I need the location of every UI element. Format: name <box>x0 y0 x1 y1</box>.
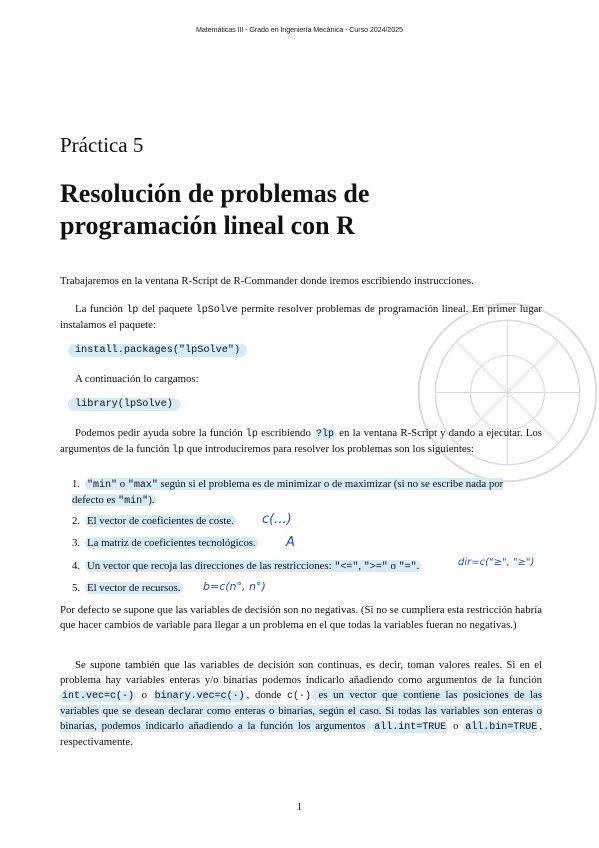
code-inline: "<=" <box>334 562 359 573</box>
text-run: o <box>117 478 128 490</box>
paragraph-help <box>60 426 542 458</box>
chapter-label: Práctica 5 <box>60 133 144 157</box>
text-run: es un vector que contiene las posiciones de las variables que se desean declarar como enteras o binarias, según el caso. Si todas las variables son enteras o binarias, podemos indicarlo añadiendo a la función los argumentos <box>60 689 543 732</box>
paragraph-nonnegative: Por defecto se supone que las variables de decisión son no negativas. (Si no se cumpliera esta restricción habría que hacer cambios de variable para llegar a un problema en el que todas la variables fueran no negativas.) <box>60 604 542 631</box>
list-number: 4. <box>72 560 81 572</box>
text-run: , respectivamente. <box>60 720 543 748</box>
list-item <box>72 514 532 529</box>
text-run: del paquete <box>138 303 196 315</box>
chapter-title <box>60 178 540 242</box>
text-run: o <box>448 720 464 732</box>
chapter-title-line-1: Resolución de problemas de <box>60 179 370 208</box>
code-inline: all.bin=TRUE <box>465 722 538 733</box>
code-inline: all.int=TRUE <box>374 722 447 733</box>
text-run: en la ventana R-Script y dando a ejecutar. Los argumentos de la función <box>60 427 542 455</box>
code-library: library(lpSolve) <box>68 398 180 411</box>
paragraph-integer <box>60 658 542 750</box>
text-run: , <box>358 560 364 572</box>
list-text: El vector de coeficientes de coste. <box>87 515 234 527</box>
text-run: o <box>136 689 153 701</box>
code-install-packages: install.packages("lpSolve") <box>68 344 247 357</box>
page-number: 1 <box>296 801 303 813</box>
running-head: Matemáticas III - Grado en Ingeniería Mecánica - Curso 2024/2025 <box>196 25 403 34</box>
code-inline: ?lp <box>316 429 335 440</box>
text-run: escribiendo <box>257 427 315 439</box>
list-text: El vector de recursos. <box>87 582 181 594</box>
list-item <box>72 581 532 596</box>
code-inline: "max" <box>127 480 158 491</box>
list-number: 3. <box>72 537 81 549</box>
list-text: La matriz de coeficientes tecnológicos. <box>87 537 256 549</box>
list-number: 5. <box>72 582 81 594</box>
text-run: ). <box>148 494 155 506</box>
handwritten-note-matrix: A <box>286 535 295 550</box>
code-inline: lp <box>245 429 258 440</box>
code-inline: int.vec=c(·) <box>62 691 135 702</box>
handwritten-note-resources: b=c(n°, n°) <box>203 580 266 593</box>
text-run: o <box>387 560 399 572</box>
handwritten-note-cost: c(...) <box>262 512 292 527</box>
paragraph-intro: Trabajaremos en la ventana R-Script de R-Commander donde iremos escribiendo instrucciones. <box>60 275 474 287</box>
list-item <box>72 477 532 509</box>
handwritten-note-directions: dir=c("≥", "≥") <box>458 557 535 568</box>
list-number: 2. <box>72 515 81 527</box>
text-run: . <box>416 560 420 572</box>
chapter-title-line-2: programación lineal con R <box>60 211 355 240</box>
paragraph-lp-function <box>60 302 542 333</box>
code-inline: "min" <box>118 496 149 507</box>
text-run: La función <box>75 303 127 315</box>
text-run: Podemos pedir ayuda sobre la función <box>75 427 246 439</box>
text-run: Se supone también que las variables de decisión son continuas, es decir, toman valores reales. Si en el problema hay variables enteras y/o binarias podemos indicarlo añadiendo como argumentos de la función <box>60 659 542 686</box>
text-run: , donde <box>246 689 287 701</box>
code-inline: lp <box>171 445 184 456</box>
list-number: 1. <box>72 478 81 490</box>
text-run: permite resolver problemas de programación lineal. En primer lugar instalamos el paquete: <box>60 303 542 331</box>
paragraph-load: A continuación lo cargamos: <box>75 373 199 385</box>
code-inline: c(·) <box>286 691 311 702</box>
text-run: según si el problema es de minimizar o de maximizar (si no se escribe nada por defecto es <box>72 478 504 506</box>
list-item <box>72 536 532 551</box>
code-inline: ">=" <box>363 562 388 573</box>
text-run: Un vector que recoja las direcciones de las restricciones: <box>87 560 335 572</box>
text-run: que introduciremos para resolver los problemas son los siguientes: <box>183 443 474 455</box>
code-inline: binary.vec=c(·) <box>154 691 245 702</box>
code-inline: "min" <box>87 480 118 491</box>
code-inline: lpSolve <box>195 305 238 316</box>
code-inline: "=" <box>398 562 417 573</box>
code-inline: lp <box>126 305 139 316</box>
